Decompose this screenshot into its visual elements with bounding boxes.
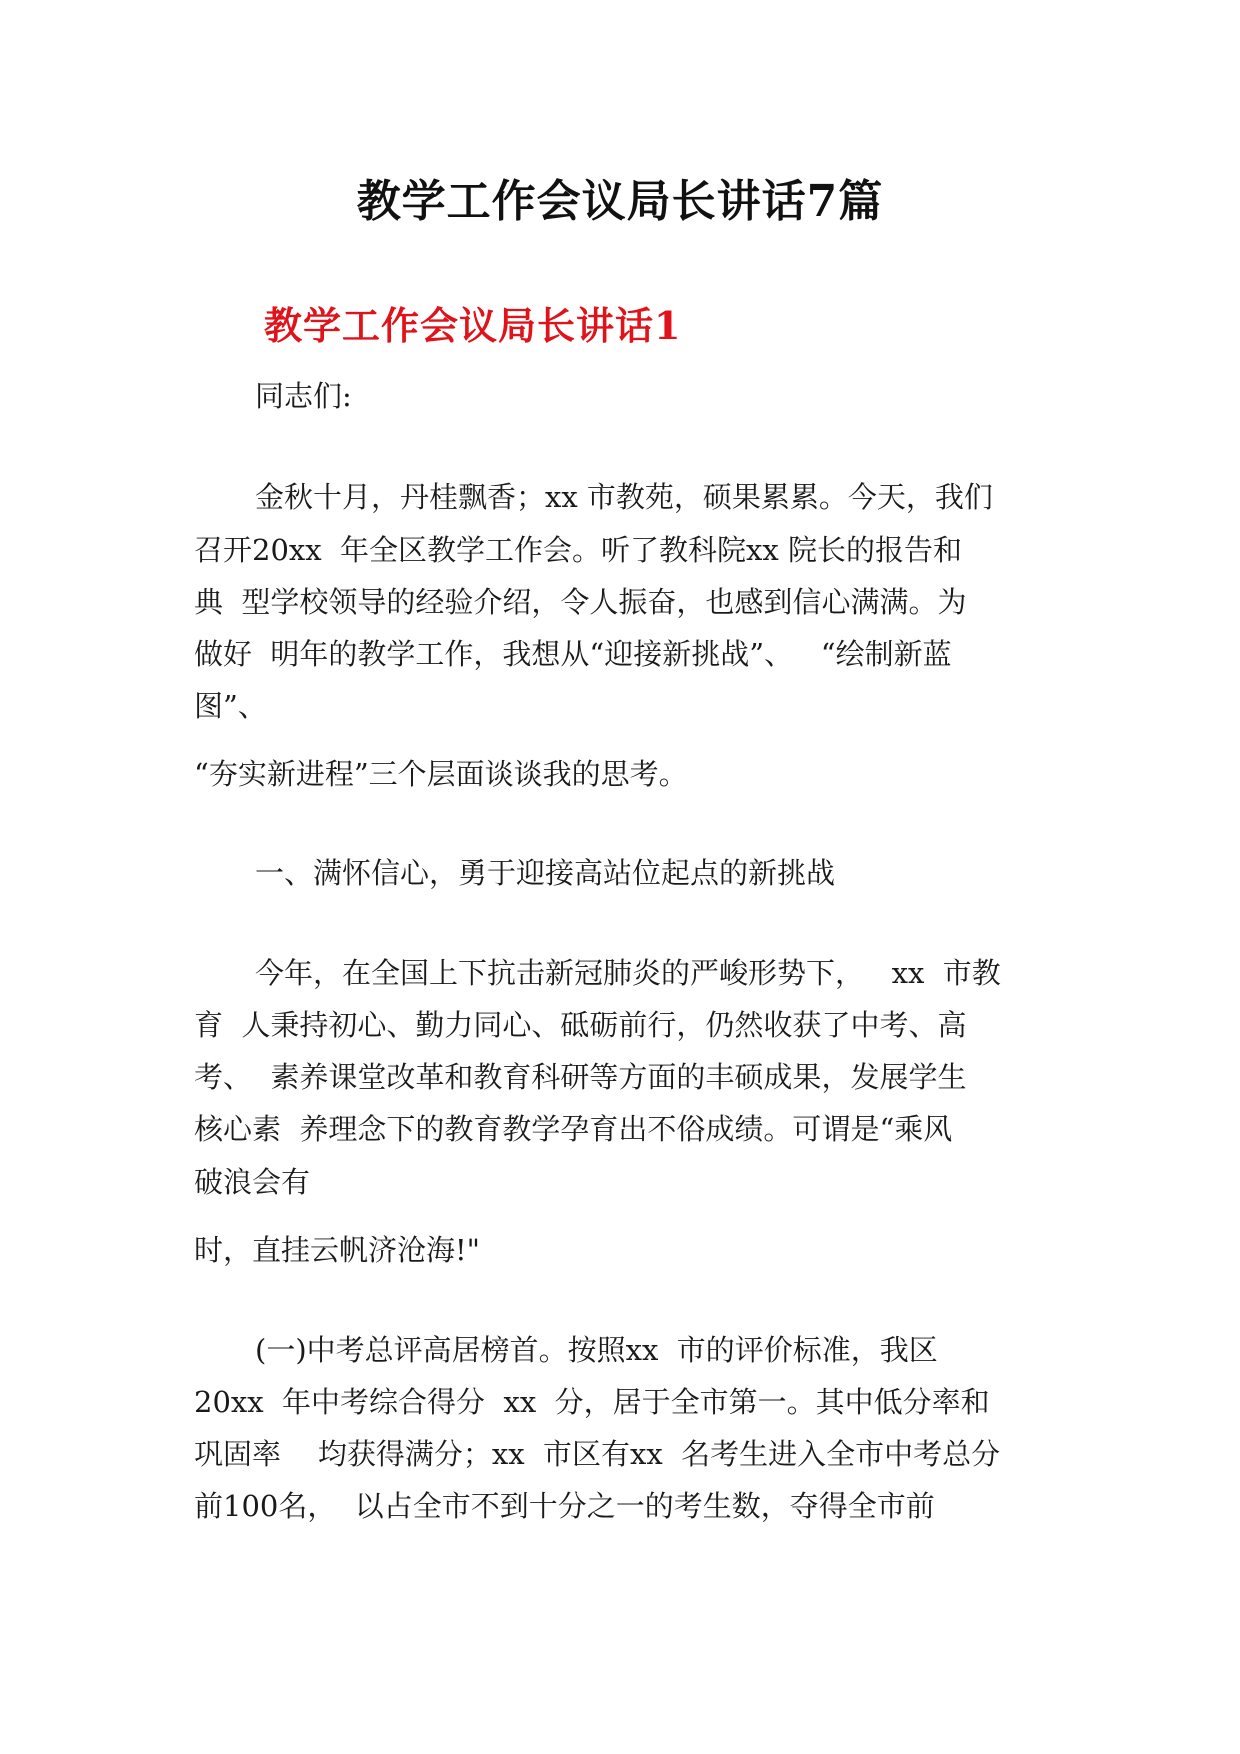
paragraph-line: 巩固率 均获得满分；xx 市区有xx 名考生进入全市中考总分 (194, 1437, 1001, 1471)
paragraph-line: 核心素 养理念下的教育教学孕育出不俗成绩。可谓是“乘风 (194, 1112, 953, 1146)
section-title: 教学工作会议局长讲话1 (264, 303, 682, 348)
paragraph-line: 破浪会有 (194, 1165, 311, 1199)
paragraph-line: 考、 素养课堂改革和教育科研等方面的丰硕成果，发展学生 (194, 1060, 967, 1094)
paragraph-line: “夯实新进程”三个层面谈谈我的思考。 (194, 757, 688, 791)
paragraph-line: 典 型学校领导的经验介绍，令人振奋，也感到信心满满。为 (194, 585, 967, 619)
paragraph-line: 金秋十月，丹桂飘香；xx 市教苑，硕果累累。今天，我们 (255, 480, 993, 514)
paragraph-line: (一)中考总评高居榜首。按照xx 市的评价标准，我区 (255, 1333, 938, 1367)
paragraph-line: 今年，在全国上下抗击新冠肺炎的严峻形势下， xx 市教 (255, 956, 1001, 990)
paragraph-line: 前100名， 以占全市不到十分之一的考生数，夺得全市前 (194, 1489, 935, 1523)
paragraph-line: 育 人秉持初心、勤力同心、砥砺前行，仍然收获了中考、高 (194, 1008, 967, 1042)
section-heading: 一、满怀信心，勇于迎接高站位起点的新挑战 (255, 856, 836, 890)
paragraph-line: 时，直挂云帆济沧海!" (194, 1233, 480, 1267)
paragraph-line: 20xx 年中考综合得分 xx 分，居于全市第一。其中低分率和 (194, 1385, 990, 1419)
paragraph-line: 召开20xx 年全区教学工作会。听了教科院xx 院长的报告和 (194, 533, 962, 567)
salutation: 同志们: (255, 379, 352, 413)
document-title: 教学工作会议局长讲话7篇 (356, 176, 884, 227)
paragraph-line: 图”、 (194, 689, 267, 723)
paragraph-line: 做好 明年的教学工作，我想从“迎接新挑战”、 “绘制新蓝 (194, 637, 952, 671)
